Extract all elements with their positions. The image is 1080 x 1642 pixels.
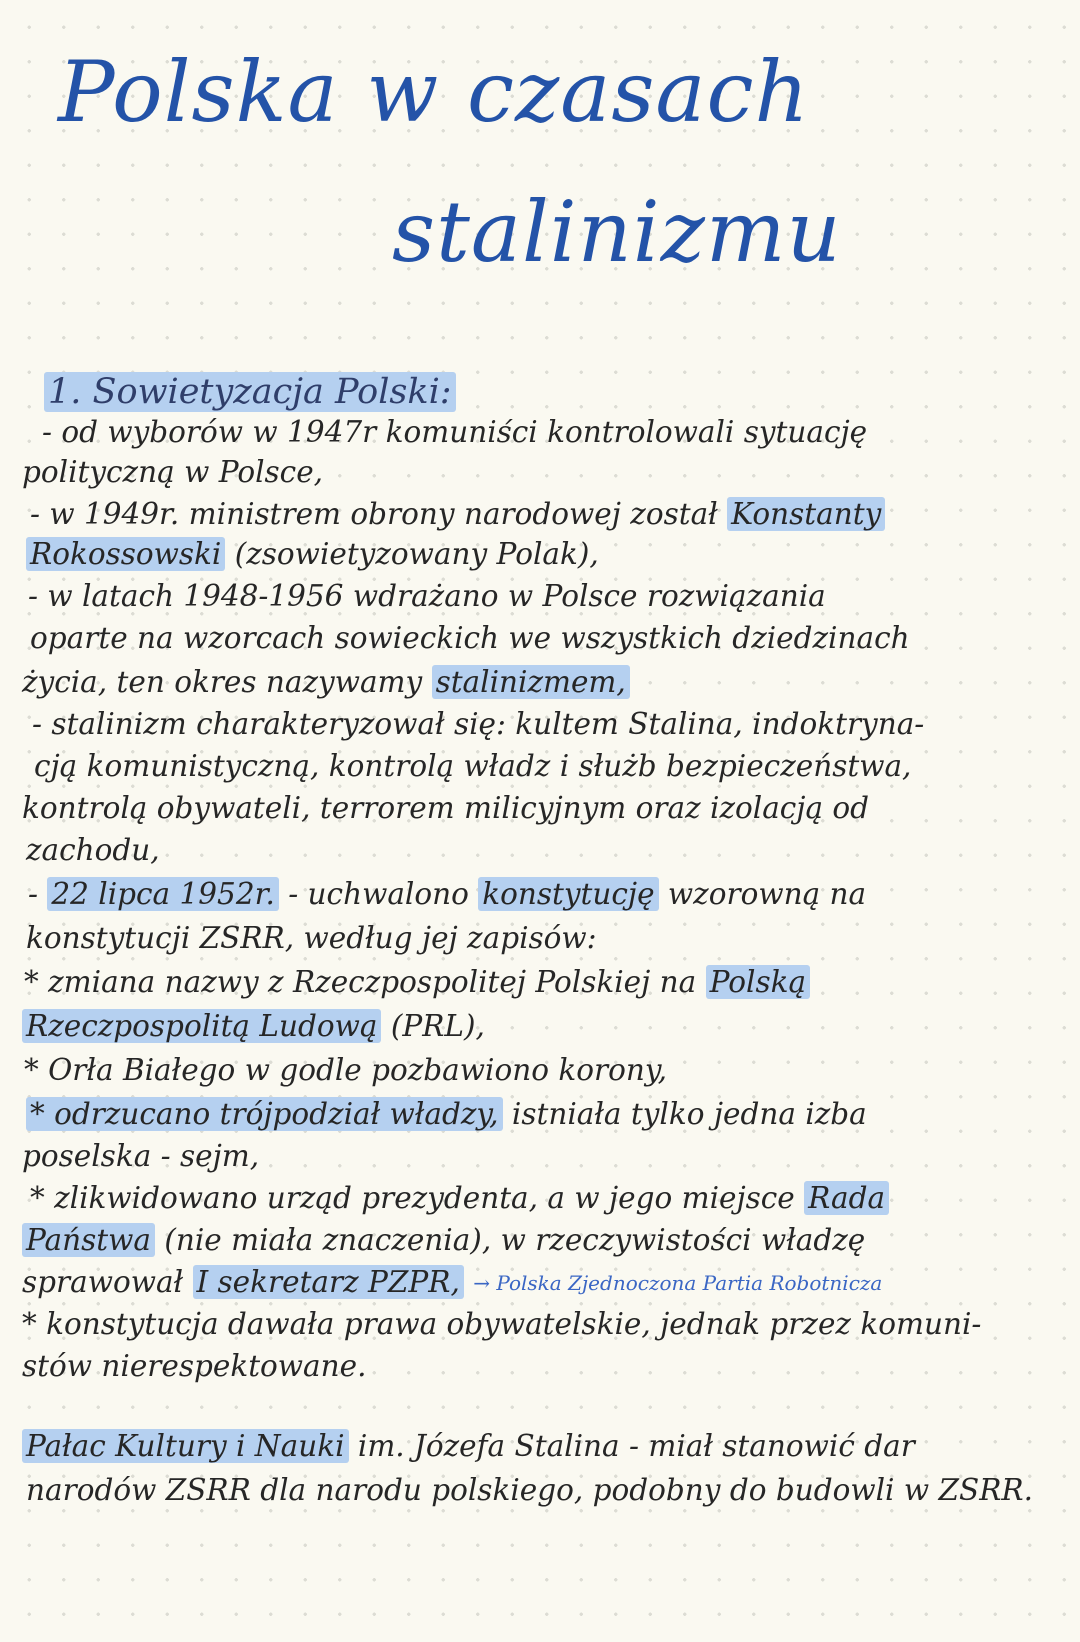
note-text: (nie miała znaczenia), w rzeczywistości władzę [154, 1223, 866, 1257]
note-line [22, 660, 630, 704]
note-line [34, 744, 911, 788]
note-text: poselska - sejm, [22, 1139, 260, 1173]
note-text: zachodu, [26, 833, 160, 867]
note-text: (zsowietyzowany Polak), [225, 537, 599, 571]
note-line [28, 872, 866, 916]
note-text: - w 1949r. ministrem obrony narodowej został [30, 497, 728, 531]
note-text: życia, ten okres nazywamy [22, 665, 432, 699]
note-text: - od wyborów w 1947r komuniści kontrolowali sytuację [42, 415, 868, 449]
note-line [30, 1176, 889, 1220]
highlight-date: 22 lipca 1952r. [47, 877, 278, 911]
note-line [22, 1302, 981, 1346]
highlight-trojpodzial: * odrzucano trójpodział władzy, [26, 1097, 503, 1131]
note-text: kontrolą obywateli, terrorem milicyjnym oraz izolacją od [22, 791, 870, 825]
note-line [22, 1134, 259, 1178]
note-text: - [28, 877, 48, 911]
note-line [22, 1424, 915, 1468]
note-line [26, 916, 597, 960]
pzpr-annotation: → Polska Zjednoczona Partia Robotnicza [473, 1271, 883, 1295]
note-text: stów nierespektowane. [22, 1349, 367, 1383]
note-text: im. Józefa Stalina - miał stanowić dar [348, 1429, 915, 1463]
note-line [26, 1092, 867, 1136]
note-text: - stalinizm charakteryzował się: kultem Stalina, indoktryna- [32, 707, 925, 741]
note-line [26, 1468, 1033, 1512]
note-line [42, 410, 867, 454]
note-text: istniała tylko jedna izba [502, 1097, 867, 1131]
note-text: wzorowną na [658, 877, 867, 911]
note-line [22, 1218, 865, 1262]
note-line [28, 574, 826, 618]
note-line [26, 532, 599, 576]
highlight-stalinizmem: stalinizmem, [432, 665, 630, 699]
highlight-konstytucja: konstytucję [478, 877, 658, 911]
note-line [22, 1004, 485, 1048]
note-text: * Orła Białego w godle pozbawiono korony, [24, 1053, 667, 1087]
note-text: oparte na wzorcach sowieckich we wszystkich dziedzinach [30, 621, 910, 655]
highlight-konstanty: Konstanty [727, 497, 885, 531]
note-text: narodów ZSRR dla narodu polskiego, podobny do budowli w ZSRR. [26, 1473, 1034, 1507]
note-text: * zmiana nazwy z Rzeczpospolitej Polskiej na [24, 965, 706, 999]
note-line [22, 786, 869, 830]
note-text: - w latach 1948-1956 wdrażano w Polsce rozwiązania [28, 579, 826, 613]
highlight-palac: Pałac Kultury i Nauki [22, 1429, 349, 1463]
note-text: * konstytucja dawała prawa obywatelskie, jednak przez komuni- [22, 1307, 982, 1341]
highlight-sekretarz: I sekretarz PZPR, [193, 1265, 464, 1299]
note-line [24, 960, 810, 1004]
note-line [22, 1344, 366, 1388]
note-line [22, 450, 323, 494]
section-heading-line [44, 370, 456, 414]
note-text: polityczną w Polsce, [22, 455, 324, 489]
highlight-rada: Rada [804, 1181, 889, 1215]
note-text: sprawował [22, 1265, 193, 1299]
note-line [22, 1260, 882, 1304]
note-line [26, 828, 160, 872]
note-line [24, 1048, 667, 1092]
highlight-panstwa: Państwa [22, 1223, 155, 1257]
note-text: (PRL), [381, 1009, 485, 1043]
note-text: cją komunistyczną, kontrolą władz i służb bezpieczeństwa, [34, 749, 912, 783]
note-text: konstytucji ZSRR, według jej zapisów: [26, 921, 597, 955]
highlight-rokossowski: Rokossowski [26, 537, 225, 571]
note-line [32, 702, 924, 746]
section-heading: 1. Sowietyzacja Polski: [44, 372, 456, 412]
title-line-1: Polska w czasach [58, 43, 810, 141]
highlight-prl: Rzeczpospolitą Ludową [22, 1009, 381, 1043]
highlight-polska: Polską [706, 965, 810, 999]
title-line-2: stalinizmu [392, 183, 842, 281]
note-line [30, 492, 885, 536]
note-text: * zlikwidowano urząd prezydenta, a w jego miejsce [30, 1181, 805, 1215]
note-line [30, 616, 910, 660]
note-text: - uchwalono [278, 877, 479, 911]
